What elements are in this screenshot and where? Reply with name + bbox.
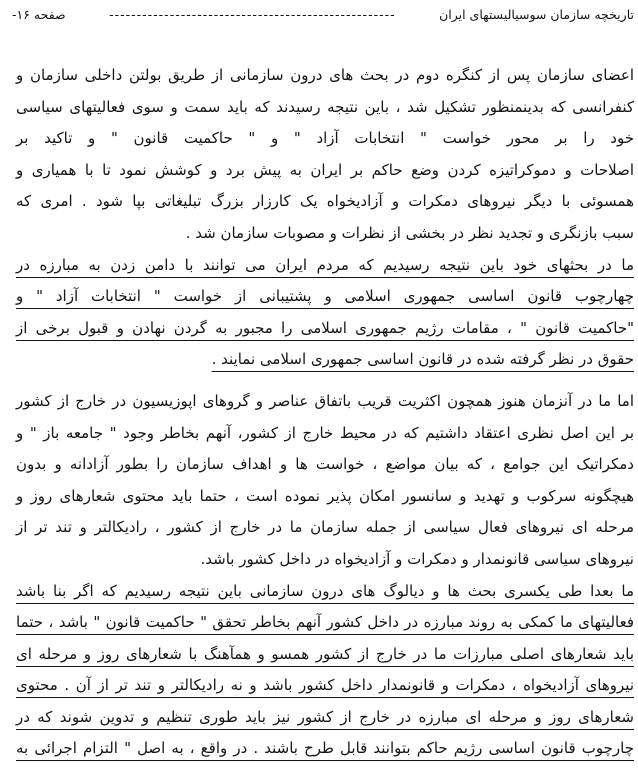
text-line: مرحله ای نیروهای فعال سیاسی از جمله سازمان ما در خارج از کشور ، رادیکالتر و تند تر از (16, 518, 634, 537)
text-line: باید شعارهای اصلی مبارزات ما در خارج از کشور همسو و همآهنگ با شعارهای روز و مرحله ای (16, 644, 634, 663)
text-line: نیروهای سیاسی قانونمدار و دمکرات و آزادیخواه در داخل کشور باشد. (200, 549, 634, 568)
text-line: چهارچوب قانون اساسی جمهوری اسلامی و پشتیبانی از خواست " انتخابات آزاد " و (16, 287, 634, 306)
text-line: سبب بازنگری و تجدید نظر در بخشی از نظرات و مصوبات سازمان شد . (185, 223, 634, 242)
text-line: اصلاحات و دموکراتیزه کردن وضع حاکم بر ایران به پیش برد و کوشش نمود تا با همیاری و (16, 160, 634, 179)
text-line: کنفرانسی که بدینمنظور تشکیل شد ، باین نتیجه رسیدند که باید سمت و سوی فعالیتهای سیاسی (16, 97, 634, 116)
text-line: بر این اصل نظری اعتقاد داشتیم که در محیط خارج از کشور، آنهم بخاطر وجود " جامعه باز " و (16, 423, 634, 442)
text-line: "حاکمیت قانون " ، مقامات رژیم جمهوری اسلامی را مجبور به گردن نهادن و قبول برخی از (16, 318, 634, 337)
text-line: حقوق در نظر گرفته شده در قانون اساسی جمهوری اسلامی نمایند . (211, 350, 634, 369)
paragraph (16, 250, 634, 376)
text-line: دمکراتیک این جوامع ، که بیان مواضع ، خواست ها و اهداف سازمان را بطور آزادانه و بدون (16, 455, 634, 474)
text-line: اعضای سازمان پس از کنگره دوم در بحث های درون سازمانی از طریق بولتن داخلی سازمان و (16, 66, 634, 84)
paragraph (16, 576, 634, 766)
page-number: صفحه ۱۶- (12, 7, 66, 22)
paragraph (16, 60, 634, 250)
text-line: ما بعدا طی یکسری بحث ها و دیالوگ های درون سازمانی باین نتیجه رسیدیم که اگر بنا باشد (16, 581, 634, 600)
text-line: هیچگونه سرکوب و تهدید و سانسور امکان پذیر نموده است ، حتما باید محتوی شعارهای روز و (16, 486, 634, 505)
text-line: شعارهای روز و مرحله ای مبارزه در خارج از کشور نیز باید طوری تنظیم و تدوین شوند که در (16, 707, 634, 726)
text-line: اما ما در آنزمان هنوز همچون اکثریت قریب باتفاق عناصر و گروهای اپوزیسیون در خارج از کشور (16, 391, 634, 410)
header-title: تاریخچه سازمان سوسیالیستهای ایران (439, 7, 634, 22)
page-header (0, 0, 638, 22)
text-line: فعالیتهای ما کمکی به روند مبارزه در داخل کشور آنهم بخاطر تحقق " حاکمیت قانون " باشد ، حتما (16, 613, 634, 632)
text-line: ما در بحثهای خود باین نتیجه رسیدیم که مردم ایران می توانند با دامن زدن به مبارزه در (16, 255, 634, 274)
text-line: چارچوب قانون اساسی رژیم حاکم بتوانند قابل طرح باشند . در واقع ، به اصل " التزام اجرائی به (16, 739, 634, 758)
text-line: همسوئی با دیگر نیروهای دمکرات و آزادیخواه یک کارزار بزرگ تبلیغاتی بپا شود . امری که (16, 192, 634, 211)
paragraph (16, 386, 634, 576)
header-divider-dashes: ---------------------------------------------------- (109, 7, 396, 22)
text-line: نیروهای آزادیخواه ، دمکرات و قانونمدار داخل کشور باشد و نه رادیکالتر و تند تر از آن . محتوی (16, 676, 634, 695)
text-line: خود را بر محور خواست " انتخابات آزاد " و " حاکمیت قانون " و تاکید بر (16, 129, 634, 148)
document-body (0, 22, 638, 765)
